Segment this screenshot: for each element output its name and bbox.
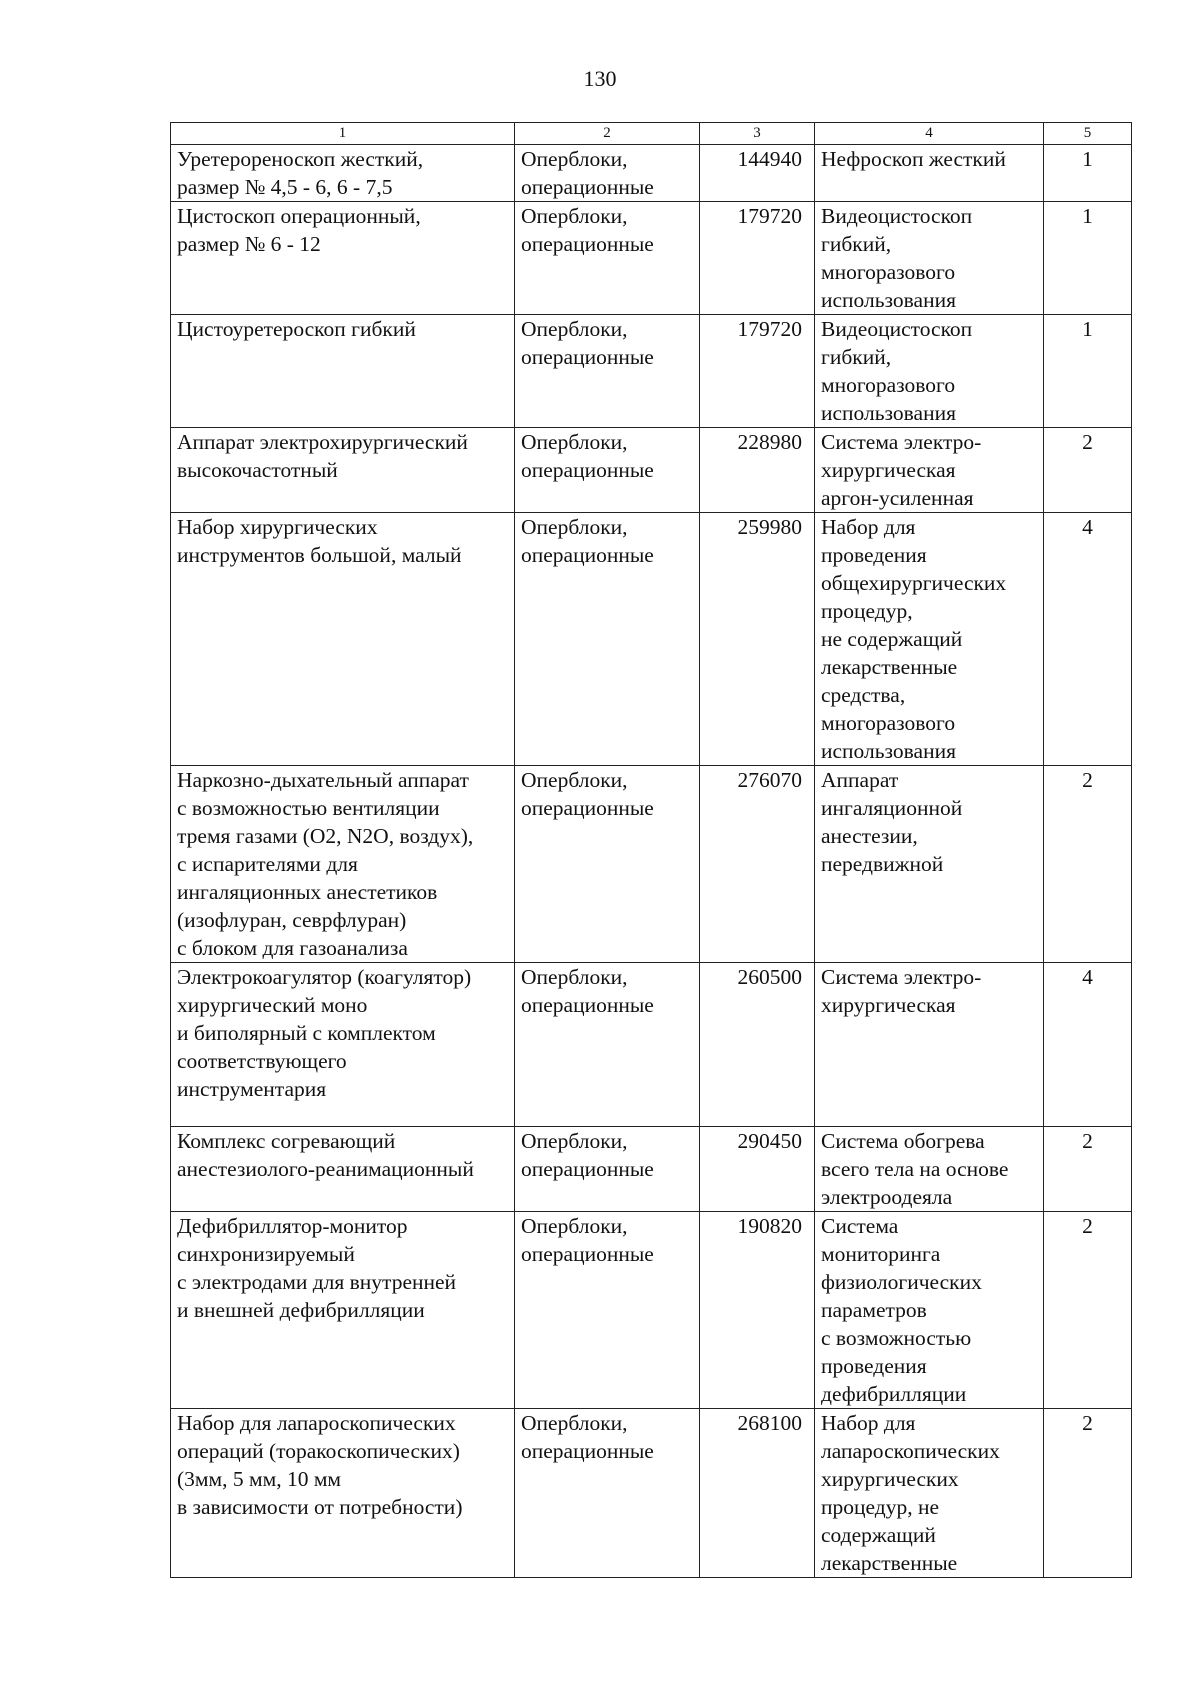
device-type-cell bbox=[815, 202, 1044, 315]
code-cell: 259980 bbox=[700, 513, 815, 766]
department-cell-line: операционные bbox=[521, 993, 654, 1017]
page-number: 130 bbox=[583, 66, 617, 91]
code-cell: 268100 bbox=[700, 1409, 815, 1578]
device-type-cell-line: многоразового bbox=[821, 373, 956, 397]
equipment-name-cell-line: ингаляционных анестетиков bbox=[177, 880, 438, 904]
equipment-table bbox=[170, 122, 1132, 1578]
equipment-name-cell-line: тремя газами (O2, N2O, воздух), bbox=[177, 824, 474, 848]
equipment-name-cell bbox=[171, 513, 515, 766]
device-type-cell-line: Система обогрева bbox=[821, 1129, 985, 1153]
device-type-cell-line: использования bbox=[821, 288, 956, 312]
device-type-cell-line: процедур, bbox=[821, 599, 913, 623]
code-cell: 290450 bbox=[700, 1127, 815, 1212]
department-cell-line: операционные bbox=[521, 796, 654, 820]
table-row bbox=[171, 963, 1132, 1127]
equipment-name-cell-line: анестезиолого-реанимационный bbox=[177, 1157, 474, 1181]
department-cell bbox=[515, 963, 700, 1127]
column-number-4: 4 bbox=[815, 123, 1044, 145]
device-type-cell-line: лекарственные bbox=[821, 655, 958, 679]
device-type-cell-line: не содержащий bbox=[821, 627, 963, 651]
department-cell-line: Оперблоки, bbox=[521, 1411, 628, 1435]
equipment-name-cell-line: Дефибриллятор-монитор bbox=[177, 1214, 408, 1238]
device-type-cell-line: передвижной bbox=[821, 852, 944, 876]
department-cell-line: Оперблоки, bbox=[521, 317, 628, 341]
device-type-cell bbox=[815, 513, 1044, 766]
device-type-cell-line: лекарственные bbox=[821, 1551, 958, 1575]
code-cell: 228980 bbox=[700, 428, 815, 513]
quantity-cell: 1 bbox=[1044, 145, 1132, 202]
device-type-cell-line: проведения bbox=[821, 1354, 927, 1378]
department-cell bbox=[515, 202, 700, 315]
table-header-row bbox=[171, 123, 1132, 145]
department-cell-line: Оперблоки, bbox=[521, 147, 628, 171]
device-type-cell-line: аргон-усиленная bbox=[821, 486, 974, 510]
department-cell-line: операционные bbox=[521, 232, 654, 256]
device-type-cell-line: многоразового bbox=[821, 260, 956, 284]
department-cell bbox=[515, 1127, 700, 1212]
device-type-cell-line: параметров bbox=[821, 1298, 927, 1322]
device-type-cell-line: хирургическая bbox=[821, 993, 956, 1017]
quantity-cell: 1 bbox=[1044, 315, 1132, 428]
equipment-name-cell-line: Уретерореноскоп жесткий, bbox=[177, 147, 424, 171]
device-type-cell-line: Аппарат bbox=[821, 768, 899, 792]
device-type-cell bbox=[815, 766, 1044, 963]
device-type-cell-line: лапароскопических bbox=[821, 1439, 1000, 1463]
device-type-cell-line: Видеоцистоскоп bbox=[821, 317, 973, 341]
equipment-name-cell-line: с блоком для газоанализа bbox=[177, 936, 408, 960]
device-type-cell-line: дефибрилляции bbox=[821, 1382, 967, 1406]
equipment-name-cell-line: и внешней дефибрилляции bbox=[177, 1298, 425, 1322]
department-cell-line: операционные bbox=[521, 458, 654, 482]
department-cell bbox=[515, 766, 700, 963]
table-row bbox=[171, 202, 1132, 315]
device-type-cell-line: ингаляционной bbox=[821, 796, 963, 820]
quantity-cell: 1 bbox=[1044, 202, 1132, 315]
equipment-name-cell bbox=[171, 766, 515, 963]
device-type-cell bbox=[815, 1409, 1044, 1578]
device-type-cell-line: Нефроскоп жесткий bbox=[821, 147, 1006, 171]
department-cell-line: операционные bbox=[521, 1157, 654, 1181]
device-type-cell-line: физиологических bbox=[821, 1270, 982, 1294]
table-row bbox=[171, 513, 1132, 766]
device-type-cell bbox=[815, 1127, 1044, 1212]
department-cell bbox=[515, 1409, 700, 1578]
column-number-2: 2 bbox=[515, 123, 700, 145]
device-type-cell-line: Система bbox=[821, 1214, 899, 1238]
column-number-3: 3 bbox=[700, 123, 815, 145]
device-type-cell-line: проведения bbox=[821, 543, 927, 567]
equipment-name-cell bbox=[171, 315, 515, 428]
department-cell-line: операционные bbox=[521, 175, 654, 199]
equipment-name-cell-line: (3мм, 5 мм, 10 мм bbox=[177, 1467, 342, 1491]
column-number-5: 5 bbox=[1044, 123, 1132, 145]
department-cell bbox=[515, 315, 700, 428]
code-cell: 144940 bbox=[700, 145, 815, 202]
quantity-cell: 4 bbox=[1044, 963, 1132, 1127]
equipment-name-cell-line: и биполярный с комплектом bbox=[177, 1021, 436, 1045]
equipment-name-cell bbox=[171, 963, 515, 1127]
device-type-cell bbox=[815, 315, 1044, 428]
quantity-cell: 2 bbox=[1044, 766, 1132, 963]
device-type-cell-line: хирургических bbox=[821, 1467, 959, 1491]
device-type-cell-line: средства, bbox=[821, 683, 906, 707]
department-cell-line: операционные bbox=[521, 1439, 654, 1463]
equipment-name-cell bbox=[171, 1212, 515, 1409]
equipment-name-cell-line: Комплекс согревающий bbox=[177, 1129, 396, 1153]
table-row bbox=[171, 1212, 1132, 1409]
device-type-cell bbox=[815, 428, 1044, 513]
device-type-cell-line: многоразового bbox=[821, 711, 956, 735]
department-cell-line: Оперблоки, bbox=[521, 204, 628, 228]
equipment-name-cell-line: с испарителями для bbox=[177, 852, 358, 876]
device-type-cell-line: электроодеяла bbox=[821, 1185, 953, 1209]
department-cell-line: Оперблоки, bbox=[521, 1214, 628, 1238]
equipment-name-cell-line: Набор хирургических bbox=[177, 515, 378, 539]
device-type-cell-line: анестезии, bbox=[821, 824, 918, 848]
equipment-name-cell bbox=[171, 428, 515, 513]
quantity-cell: 2 bbox=[1044, 1212, 1132, 1409]
quantity-cell: 4 bbox=[1044, 513, 1132, 766]
department-cell bbox=[515, 1212, 700, 1409]
equipment-name-cell-line: с возможностью вентиляции bbox=[177, 796, 440, 820]
equipment-name-cell-line: высокочастотный bbox=[177, 458, 338, 482]
device-type-cell-line: использования bbox=[821, 401, 956, 425]
device-type-cell-line: гибкий, bbox=[821, 232, 892, 256]
device-type-cell-line: гибкий, bbox=[821, 345, 892, 369]
quantity-cell: 2 bbox=[1044, 1409, 1132, 1578]
device-type-cell-line: хирургическая bbox=[821, 458, 956, 482]
device-type-cell bbox=[815, 145, 1044, 202]
device-type-cell-line: процедур, не bbox=[821, 1495, 940, 1519]
code-cell: 179720 bbox=[700, 315, 815, 428]
device-type-cell-line: Набор для bbox=[821, 1411, 916, 1435]
device-type-cell bbox=[815, 1212, 1044, 1409]
equipment-name-cell bbox=[171, 1409, 515, 1578]
equipment-name-cell-line: Цистоуретероскоп гибкий bbox=[177, 317, 416, 341]
equipment-name-cell-line: Аппарат электрохирургический bbox=[177, 430, 468, 454]
table-row bbox=[171, 315, 1132, 428]
table-row bbox=[171, 766, 1132, 963]
equipment-name-cell-line: инструментария bbox=[177, 1077, 327, 1101]
code-cell: 190820 bbox=[700, 1212, 815, 1409]
department-cell-line: операционные bbox=[521, 1242, 654, 1266]
device-type-cell-line: общехирургических bbox=[821, 571, 1007, 595]
equipment-name-cell-line: операций (торакоскопических) bbox=[177, 1439, 460, 1463]
equipment-name-cell-line: Цистоскоп операционный, bbox=[177, 204, 421, 228]
equipment-name-cell-line: Электрокоагулятор (коагулятор) bbox=[177, 965, 472, 989]
device-type-cell-line: Система электро- bbox=[821, 965, 982, 989]
equipment-name-cell bbox=[171, 145, 515, 202]
equipment-name-cell-line: (изофлуран, севрфлуран) bbox=[177, 908, 407, 932]
device-type-cell-line: с возможностью bbox=[821, 1326, 972, 1350]
equipment-name-cell-line: размер № 6 - 12 bbox=[177, 232, 321, 256]
equipment-name-cell-line: с электродами для внутренней bbox=[177, 1270, 457, 1294]
device-type-cell-line: Набор для bbox=[821, 515, 916, 539]
equipment-name-cell-line: Набор для лапароскопических bbox=[177, 1411, 456, 1435]
quantity-cell: 2 bbox=[1044, 1127, 1132, 1212]
department-cell bbox=[515, 145, 700, 202]
department-cell-line: Оперблоки, bbox=[521, 965, 628, 989]
table-row bbox=[171, 428, 1132, 513]
code-cell: 260500 bbox=[700, 963, 815, 1127]
equipment-name-cell bbox=[171, 202, 515, 315]
department-cell-line: Оперблоки, bbox=[521, 515, 628, 539]
department-cell-line: Оперблоки, bbox=[521, 768, 628, 792]
department-cell-line: Оперблоки, bbox=[521, 1129, 628, 1153]
equipment-name-cell-line: синхронизируемый bbox=[177, 1242, 355, 1266]
device-type-cell-line: Система электро- bbox=[821, 430, 982, 454]
device-type-cell-line: Видеоцистоскоп bbox=[821, 204, 973, 228]
equipment-name-cell-line: инструментов большой, малый bbox=[177, 543, 462, 567]
equipment-name-cell bbox=[171, 1127, 515, 1212]
code-cell: 276070 bbox=[700, 766, 815, 963]
equipment-name-cell-line: хирургический моно bbox=[177, 993, 368, 1017]
department-cell-line: операционные bbox=[521, 345, 654, 369]
device-type-cell bbox=[815, 963, 1044, 1127]
device-type-cell-line: содержащий bbox=[821, 1523, 936, 1547]
table-row bbox=[171, 1127, 1132, 1212]
department-cell-line: Оперблоки, bbox=[521, 430, 628, 454]
column-number-1: 1 bbox=[171, 123, 515, 145]
department-cell bbox=[515, 428, 700, 513]
department-cell-line: операционные bbox=[521, 543, 654, 567]
device-type-cell-line: всего тела на основе bbox=[821, 1157, 1009, 1181]
table-row bbox=[171, 1409, 1132, 1578]
equipment-name-cell-line: размер № 4,5 - 6, 6 - 7,5 bbox=[177, 175, 393, 199]
table-row bbox=[171, 145, 1132, 202]
device-type-cell-line: использования bbox=[821, 739, 956, 763]
equipment-name-cell-line: Наркозно-дыхательный аппарат bbox=[177, 768, 469, 792]
equipment-name-cell-line: в зависимости от потребности) bbox=[177, 1495, 463, 1519]
device-type-cell-line: мониторинга bbox=[821, 1242, 941, 1266]
code-cell: 179720 bbox=[700, 202, 815, 315]
department-cell bbox=[515, 513, 700, 766]
equipment-name-cell-line: соответствующего bbox=[177, 1049, 347, 1073]
quantity-cell: 2 bbox=[1044, 428, 1132, 513]
